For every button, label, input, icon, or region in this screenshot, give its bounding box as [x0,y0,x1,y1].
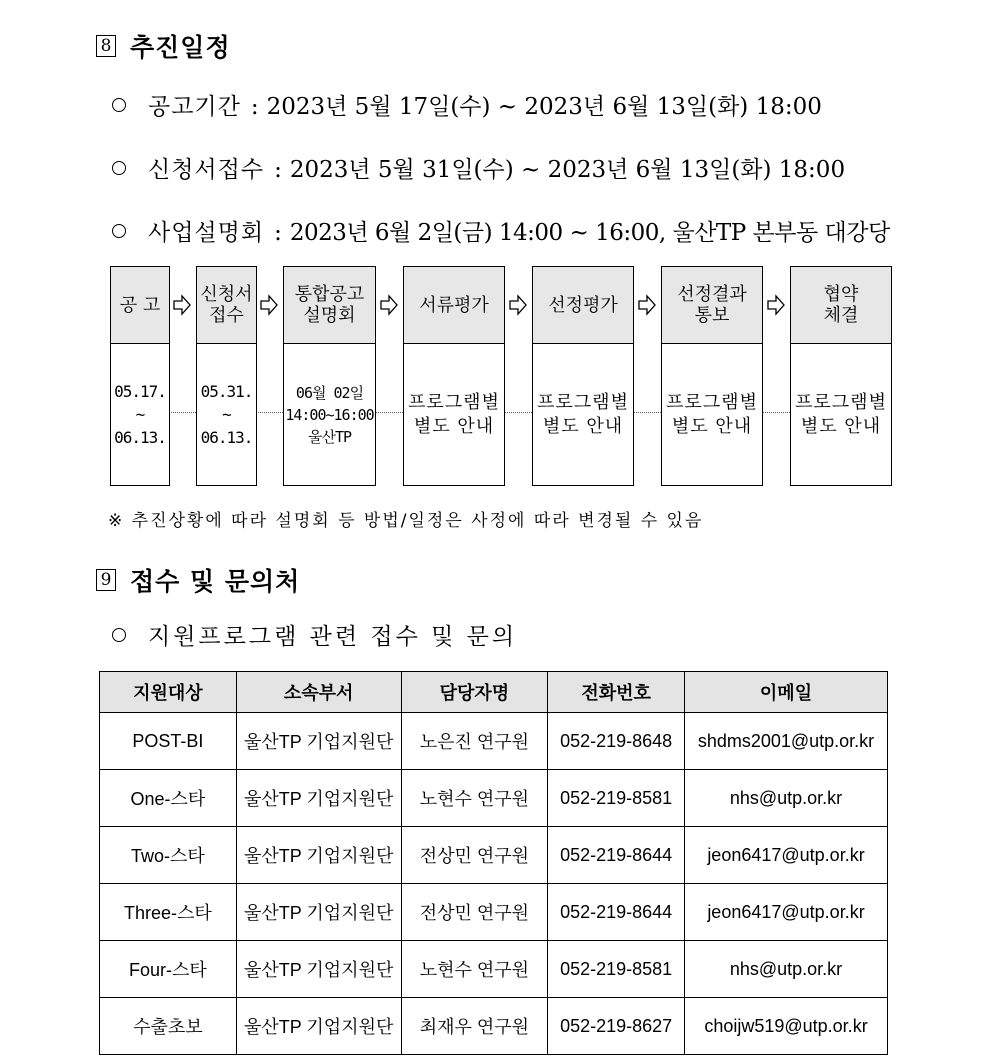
column-header: 이메일 [685,672,888,713]
cell-email: jeon6417@utp.or.kr [685,884,888,941]
section-8-header [96,28,231,64]
flow-connector [169,412,196,413]
flow-connector [634,412,661,413]
cell-target: Two-스타 [100,827,237,884]
right-arrow-icon [508,293,528,317]
right-arrow-icon [637,293,657,317]
section-title: 추진일정 [130,33,231,62]
table-row [100,998,888,1055]
cell-phone: 052-219-8627 [548,998,685,1055]
table-row [100,827,888,884]
cell-contact-person: 전상민 연구원 [401,827,548,884]
cell-contact-person: 최재우 연구원 [401,998,548,1055]
cell-department: 울산TP 기업지원단 [236,941,401,998]
cell-department: 울산TP 기업지원단 [236,827,401,884]
cell-phone: 052-219-8644 [548,884,685,941]
flow-connector [505,412,532,413]
schedule-line-announcement: 공고기간 : 2023년 5월 17일(수) ~ 2023년 6월 13일(화) 18:00 [112,88,822,121]
flow-step-body: 프로그램별 별도 안내 [661,343,763,486]
column-header: 소속부서 [236,672,401,713]
flow-connector [763,412,790,413]
cell-target: Three-스타 [100,884,237,941]
circle-bullet-icon [112,628,126,642]
cell-department: 울산TP 기업지원단 [236,998,401,1055]
flow-step-title: 서류평가 [403,266,505,343]
flow-connector [256,412,283,413]
table-row [100,713,888,770]
table-row [100,941,888,998]
section-9-header [96,562,300,598]
right-arrow-icon [172,293,192,317]
schedule-line-application: 신청서접수 : 2023년 5월 31일(수) ~ 2023년 6월 13일(화) 18:00 [112,151,845,184]
flow-step-title: 통합공고 설명회 [283,266,376,343]
schedule-line-briefing: 사업설명회 : 2023년 6월 2일(금) 14:00 ~ 16:00, 울산TP 본부동 대강당 [112,214,890,247]
cell-contact-person: 노은진 연구원 [401,713,548,770]
cell-email: shdms2001@utp.or.kr [685,713,888,770]
table-header-row [100,672,888,713]
circle-bullet-icon [112,224,126,238]
cell-email: nhs@utp.or.kr [685,941,888,998]
right-arrow-icon [766,293,786,317]
section-title: 접수 및 문의처 [130,567,301,596]
contact-intro-line: 지원프로그램 관련 접수 및 문의 [112,618,517,651]
cell-department: 울산TP 기업지원단 [236,884,401,941]
flow-step-body: 05.31. ~ 06.13. [196,343,257,486]
cell-phone: 052-219-8581 [548,941,685,998]
cell-contact-person: 전상민 연구원 [401,884,548,941]
flow-step-title: 선정평가 [532,266,634,343]
flow-step-body: 06월 02일 14:00~16:00 울산TP [283,343,376,486]
cell-target: Four-스타 [100,941,237,998]
schedule-note: ※ 추진상황에 따라 설명회 등 방법/일정은 사정에 따라 변경될 수 있음 [108,511,704,531]
cell-department: 울산TP 기업지원단 [236,713,401,770]
flow-step-title: 공 고 [110,266,170,343]
cell-department: 울산TP 기업지원단 [236,770,401,827]
section-number: 8 [96,35,116,57]
table-row [100,770,888,827]
flow-step-body: 프로그램별 별도 안내 [790,343,892,486]
cell-email: jeon6417@utp.or.kr [685,827,888,884]
flow-step-body: 프로그램별 별도 안내 [532,343,634,486]
cell-target: One-스타 [100,770,237,827]
section-number: 9 [96,569,116,591]
circle-bullet-icon [112,161,126,175]
contact-table [99,671,888,1055]
flow-step-title: 신청서 접수 [196,266,257,343]
cell-email: nhs@utp.or.kr [685,770,888,827]
cell-phone: 052-219-8648 [548,713,685,770]
flow-step-title: 협약 체결 [790,266,892,343]
right-arrow-icon [259,293,279,317]
cell-target: POST-BI [100,713,237,770]
circle-bullet-icon [112,98,126,112]
table-row [100,884,888,941]
column-header: 지원대상 [100,672,237,713]
flow-connector [375,412,403,413]
cell-contact-person: 노현수 연구원 [401,770,548,827]
cell-phone: 052-219-8581 [548,770,685,827]
column-header: 담당자명 [401,672,548,713]
flow-step-body: 05.17. ~ 06.13. [110,343,170,486]
cell-email: choijw519@utp.or.kr [685,998,888,1055]
cell-phone: 052-219-8644 [548,827,685,884]
cell-contact-person: 노현수 연구원 [401,941,548,998]
flow-step-body: 프로그램별 별도 안내 [403,343,505,486]
flow-step-title: 선정결과 통보 [661,266,763,343]
column-header: 전화번호 [548,672,685,713]
right-arrow-icon [379,293,399,317]
cell-target: 수출초보 [100,998,237,1055]
